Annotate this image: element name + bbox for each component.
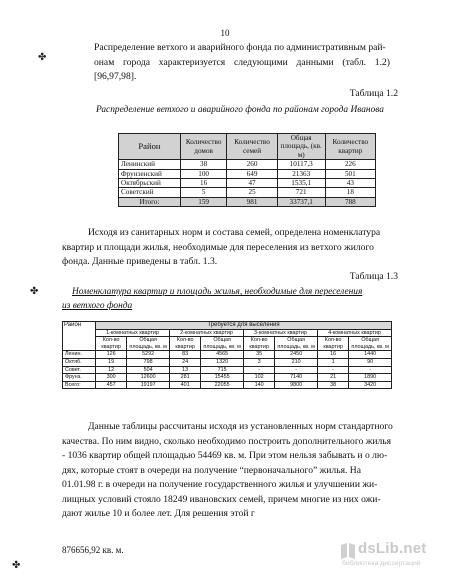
- table2-group-row: [63, 329, 392, 337]
- text-line: дях, которые стоят в очереди на получение “первоначального” жилья. На: [62, 464, 361, 476]
- column-header: Кол-во квартир: [169, 337, 200, 351]
- column-header: Количество домов: [180, 134, 227, 160]
- text-line: онам города характеризуется следующими данными (табл. 1.2) [96,97,98].: [94, 56, 390, 82]
- table-row: [119, 188, 376, 197]
- table-cell: 16: [180, 179, 227, 188]
- margin-mark-icon: ✤: [12, 560, 21, 571]
- table-cell: 47: [227, 179, 277, 188]
- table1-header-row: [119, 134, 376, 160]
- column-group: 1-комнатных квартир: [96, 329, 170, 337]
- table-row: [119, 179, 376, 188]
- table-cell: 1890: [349, 374, 392, 382]
- column-header: Требуется для выселения: [96, 322, 392, 330]
- table1-district-stock: [118, 133, 376, 207]
- column-header: Количество квартир: [325, 134, 375, 160]
- table-cell: 15455: [201, 374, 244, 382]
- table-cell: Итого:: [119, 197, 181, 206]
- table-cell: 126: [96, 351, 127, 359]
- table-cell: 102: [243, 374, 274, 382]
- table-cell: 1535,1: [277, 179, 325, 188]
- column-header: Общая площадь, кв. м: [201, 337, 244, 351]
- caption-line: Номенклатура квартир и площадь жилья, необходимые для переселения: [72, 287, 363, 297]
- table-cell: 5: [180, 188, 227, 197]
- table-cell: Фрунзенский: [119, 169, 181, 178]
- table-cell: 35: [243, 351, 274, 359]
- table1-caption: Распределение ветхого и аварийного фонда по районам города Иванова: [96, 105, 384, 115]
- table-row: [63, 351, 392, 359]
- table-cell: 38: [317, 381, 348, 389]
- column-header: Количество семей: [227, 134, 277, 160]
- table-cell: Фрунз.: [63, 374, 96, 382]
- table-row: [119, 169, 376, 178]
- table-cell: Октябрьский: [119, 179, 181, 188]
- table-cell: -: [243, 366, 274, 374]
- table-row: [119, 160, 376, 169]
- table-cell: 19: [96, 358, 127, 366]
- table-cell: 21363: [277, 169, 325, 178]
- table-cell: 2450: [275, 351, 318, 359]
- text-line: 01.01.98 г. в очереди на получение государственного жилья и улучшении жи-: [62, 479, 378, 490]
- table2-apartment-nomenclature: [62, 321, 392, 389]
- table-cell: 25: [227, 188, 277, 197]
- table-row: [63, 366, 392, 374]
- text-line: лищных условий стояло 18249 ивановских семей, причем многие из них ожи-: [62, 493, 381, 505]
- table-cell: 649: [227, 169, 277, 178]
- table-total-row: [119, 197, 376, 206]
- text-line: Распределение ветхого и аварийного фонда по административным рай-: [94, 42, 386, 53]
- table-cell: 100: [180, 169, 227, 178]
- watermark-logo: [336, 540, 448, 580]
- table-cell: 260: [227, 160, 277, 169]
- column-header: Район: [63, 322, 96, 351]
- table-cell: Ленинский: [119, 160, 181, 169]
- table-cell: 1440: [349, 351, 392, 359]
- text-line: Исходя из санитарных норм и состава семей, определена номенклатура: [88, 227, 381, 238]
- table-cell: 12600: [127, 374, 170, 382]
- table-row: [63, 374, 392, 382]
- table2-caption: [62, 285, 398, 313]
- table-cell: 13: [169, 366, 200, 374]
- mid-paragraph: [62, 226, 398, 270]
- text-line: качества. По ним видно, сколько необходимо построить дополнительного жилья: [62, 435, 392, 447]
- column-header: Кол-во квартир: [317, 337, 348, 351]
- table-cell: 24: [169, 358, 200, 366]
- column-header: Общая площадь, (кв. м): [277, 134, 325, 160]
- table-cell: 4565: [201, 351, 244, 359]
- table-cell: Совет.: [63, 366, 96, 374]
- table-cell: 159: [180, 197, 227, 206]
- page-number: 10: [220, 28, 230, 38]
- table-row: [63, 358, 392, 366]
- table-cell: Ленин.: [63, 351, 96, 359]
- margin-mark-icon: ✤: [30, 286, 39, 297]
- table-cell: 43: [325, 179, 375, 188]
- book-icon: [340, 542, 356, 560]
- table-cell: 1320: [201, 358, 244, 366]
- table-cell: 38: [180, 160, 227, 169]
- column-group: 3-комнатных квартир: [243, 329, 317, 337]
- table-cell: 457: [96, 381, 127, 389]
- table-cell: 22055: [201, 381, 244, 389]
- table-cell: 33737,1: [277, 197, 325, 206]
- table-cell: Советский: [119, 188, 181, 197]
- table-cell: 300: [96, 374, 127, 382]
- watermark-name: dsLib.net: [358, 540, 427, 557]
- column-header: Общая площадь, кв. м: [127, 337, 170, 351]
- table-total-row: [63, 381, 392, 389]
- table-cell: 798: [127, 358, 170, 366]
- table-cell: 981: [227, 197, 277, 206]
- partial-line: 876656,92 кв. м.: [62, 545, 124, 555]
- text-line: фонда. Данные приведены в табл. 1.3.: [62, 256, 218, 267]
- table-cell: -: [275, 366, 318, 374]
- final-paragraph: [62, 420, 398, 522]
- table-cell: -: [317, 366, 348, 374]
- table-cell: 21: [317, 374, 348, 382]
- watermark-subtitle: библиотека диссертаций: [342, 560, 421, 567]
- column-header: Общая площадь, кв. м: [275, 337, 318, 351]
- table-cell: -: [349, 366, 392, 374]
- column-header: Район: [119, 134, 181, 160]
- caption-line: из ветхого фонда: [62, 301, 133, 311]
- table-cell: 3420: [349, 381, 392, 389]
- table-cell: 501: [325, 169, 375, 178]
- table-cell: 90: [349, 358, 392, 366]
- table-cell: 18: [325, 188, 375, 197]
- table-cell: 788: [325, 197, 375, 206]
- table-cell: 9800: [275, 381, 318, 389]
- table2-number: Таблица 1.3: [349, 271, 398, 282]
- intro-paragraph: [94, 41, 390, 85]
- table-cell: Всего:: [63, 381, 96, 389]
- table-cell: 401: [169, 381, 200, 389]
- text-line: - 1036 квартир общей площадью 54469 кв. м. При этом нельзя забывать и о лю-: [62, 450, 388, 461]
- column-header: Общая площадь, кв. м: [349, 337, 392, 351]
- table-cell: 721: [277, 188, 325, 197]
- table-cell: 140: [243, 381, 274, 389]
- table-cell: 226: [325, 160, 375, 169]
- column-header: Кол-во квартир: [96, 337, 127, 351]
- table-cell: 5292: [127, 351, 170, 359]
- table2-header-row: [63, 322, 392, 330]
- table-cell: 12: [96, 366, 127, 374]
- table-cell: 1: [317, 358, 348, 366]
- column-group: 2-комнатных квартир: [169, 329, 243, 337]
- table1-number: Таблица 1.2: [349, 88, 398, 99]
- margin-mark-icon: ✤: [38, 52, 47, 63]
- table-cell: 715: [201, 366, 244, 374]
- table2-subheader-row: [63, 337, 392, 351]
- text-line: квартир и площади жилья, необходимые для переселения из ветхого жилого: [62, 241, 374, 253]
- column-header: Кол-во квартир: [243, 337, 274, 351]
- column-group: 4-комнатных квартир: [317, 329, 391, 337]
- table-cell: 19197: [127, 381, 170, 389]
- table-cell: 281: [169, 374, 200, 382]
- text-line: дают жилье 10 и более лет. Для решения этой г: [62, 508, 255, 519]
- table-cell: Октяб.: [63, 358, 96, 366]
- table-cell: 10117,3: [277, 160, 325, 169]
- text-line: Данные таблицы рассчитаны исходя из установленных норм стандартного: [88, 421, 393, 432]
- table-cell: 83: [169, 351, 200, 359]
- table-cell: 7140: [275, 374, 318, 382]
- table-cell: 16: [317, 351, 348, 359]
- table-cell: 210: [275, 358, 318, 366]
- table-cell: 504: [127, 366, 170, 374]
- table-cell: 3: [243, 358, 274, 366]
